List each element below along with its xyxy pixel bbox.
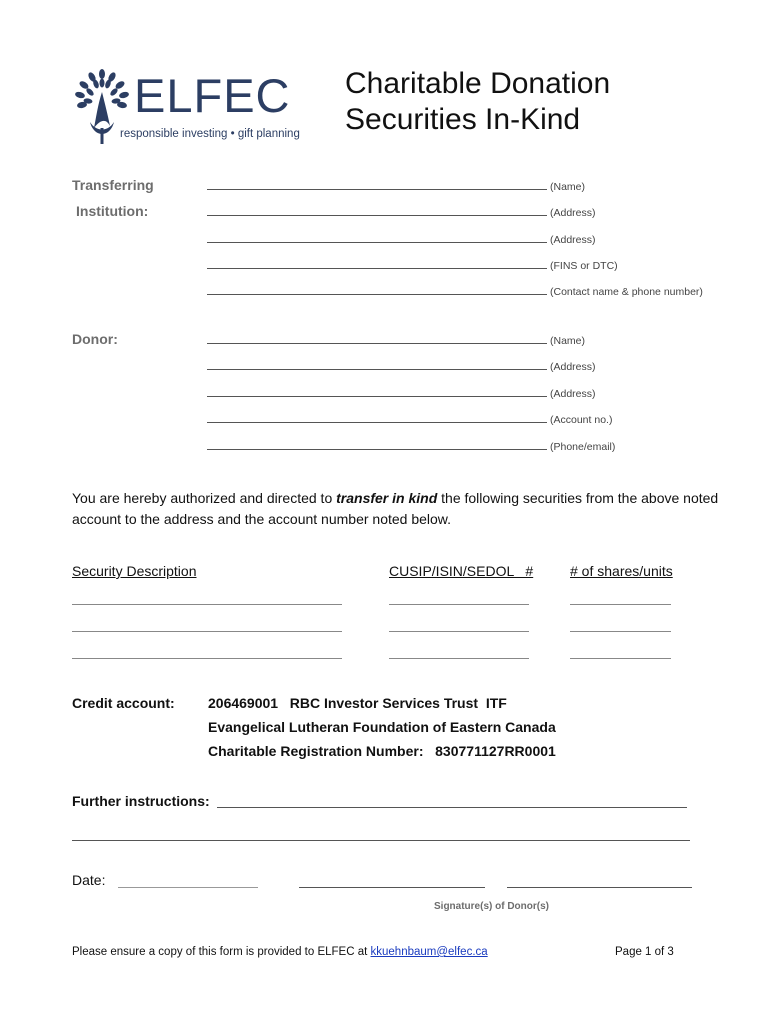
security-description-header: Security Description [72,563,197,579]
institution-label: Institution: [76,203,149,219]
credit-account-line-3: Charitable Registration Number: 830771127RR0001 [208,743,556,759]
footer-note: Please ensure a copy of this form is provided to ELFEC at kkuehnbaum@elfec.ca [72,946,488,958]
shares-field-3[interactable] [570,657,671,659]
donor-phone-field[interactable]: (Phone/email) [207,439,615,453]
title-line-2: Securities In-Kind [345,103,581,136]
transferring-contact-field[interactable]: (Contact name & phone number) [207,284,703,298]
elfec-logo [72,66,300,148]
donor-signature-field-1[interactable] [299,886,485,888]
transferring-address2-field[interactable]: (Address) [207,232,596,246]
cusip-field-2[interactable] [389,630,529,632]
shares-field-2[interactable] [570,630,671,632]
cusip-header: CUSIP/ISIN/SEDOL # [389,563,534,579]
date-field[interactable] [118,886,258,888]
donor-address2-field[interactable]: (Address) [207,386,596,400]
footer-email-link[interactable]: kkuehnbaum@elfec.ca [370,946,488,958]
credit-account-line-2: Evangelical Lutheran Foundation of Eastern Canada [208,719,556,735]
security-description-field-2[interactable] [72,630,342,632]
authorization-text: You are hereby authorized and directed to transfer in kind the following securities from the above noted account to the address and the account number noted below. [72,490,719,527]
page-number: Page 1 of 3 [615,946,674,958]
further-instructions-label: Further instructions: [72,793,210,809]
cusip-field-3[interactable] [389,657,529,659]
donor-signature-field-2[interactable] [507,886,692,888]
donor-label: Donor: [72,331,118,347]
shares-field-1[interactable] [570,603,671,605]
date-label: Date: [72,872,106,888]
logo-wordmark: ELFEC [134,69,291,122]
transferring-name-field[interactable]: (Name) [207,179,585,193]
transfer-in-kind-emphasis: transfer in kind [336,490,438,506]
donor-name-field[interactable]: (Name) [207,333,585,347]
donor-address1-field[interactable]: (Address) [207,359,596,373]
logo-tagline: responsible investing • gift planning [120,128,300,140]
cusip-field-1[interactable] [389,603,529,605]
credit-account-line-1: 206469001 RBC Investor Services Trust ITF [208,695,507,711]
transferring-fins-field[interactable]: (FINS or DTC) [207,258,618,272]
donor-account-field[interactable]: (Account no.) [207,412,612,426]
further-instructions-field-1[interactable] [217,806,687,808]
transferring-address1-field[interactable]: (Address) [207,205,596,219]
page-title [345,66,665,138]
security-description-field-3[interactable] [72,657,342,659]
transferring-label: Transferring [72,177,154,193]
signature-caption: Signature(s) of Donor(s) [434,901,549,912]
title-line-1: Charitable Donation [345,67,611,100]
security-description-field-1[interactable] [72,603,342,605]
further-instructions-field-2[interactable] [72,839,690,841]
credit-account-label: Credit account: [72,695,175,711]
shares-header: # of shares/units [570,563,673,579]
